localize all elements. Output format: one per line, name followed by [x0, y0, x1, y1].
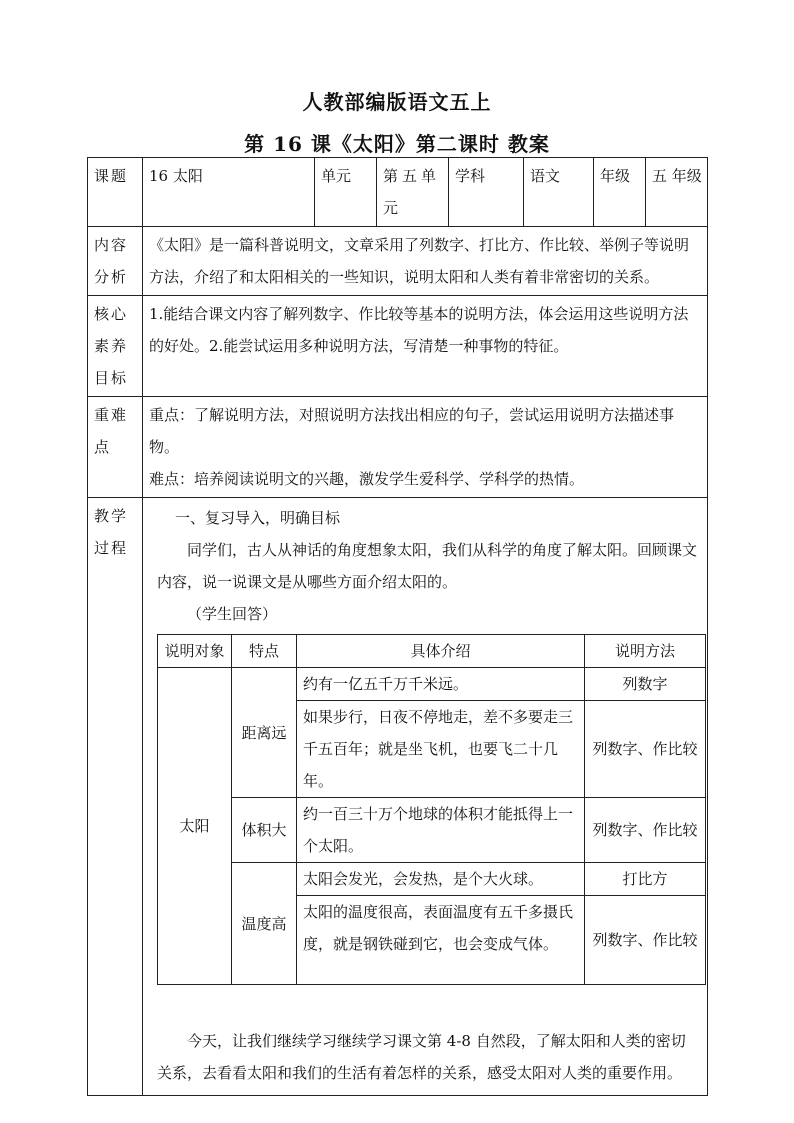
detail-cell: 约有一亿五千万千米远。 — [297, 668, 585, 701]
section-heading: 一、复习导入，明确目标 — [175, 509, 341, 527]
topic-label: 课题 — [88, 158, 143, 227]
header-feature: 特点 — [232, 635, 297, 668]
unit-value: 第五单元 — [377, 158, 449, 227]
teaching-process-cell — [143, 498, 708, 1096]
grade-label: 年级 — [594, 158, 646, 227]
key-points-label: 重难点 — [88, 397, 143, 498]
difficulty-text: 难点：培养阅读说明文的兴趣，激发学生爱科学、学科学的热情。 — [149, 470, 585, 488]
detail-cell: 太阳会发光，会发热，是个大火球。 — [297, 863, 585, 896]
subject-value: 语文 — [524, 158, 594, 227]
content-analysis-label: 内容分析 — [88, 227, 143, 296]
header-object: 说明对象 — [158, 635, 232, 668]
method-cell: 列数字、作比较 — [585, 701, 706, 798]
feature-cell: 体积大 — [232, 798, 297, 863]
teaching-process-row — [88, 498, 708, 1096]
object-cell: 太阳 — [158, 668, 232, 985]
feature-cell: 温度高 — [232, 863, 297, 985]
table-row — [158, 798, 706, 863]
teaching-process-label: 教学过程 — [88, 498, 143, 1096]
detail-cell: 约一百三十万个地球的体积才能抵得上一个太阳。 — [297, 798, 585, 863]
core-goals-label: 核心素养目标 — [88, 296, 143, 397]
lesson-title: 第 16 课《太阳》第二课时 教案 — [244, 132, 550, 156]
info-row — [88, 158, 708, 227]
method-cell: 列数字、作比较 — [585, 896, 706, 985]
focus-text: 重点：了解说明方法，对照说明方法找出相应的句子，尝试运用说明方法描述事物。 — [149, 406, 675, 456]
table-row — [158, 863, 706, 896]
core-goals-text: 1.能结合课文内容了解列数字、作比较等基本的说明方法，体会运用这些说明方法的好处。2.能尝试运用多种说明方法，写清楚一种事物的特征。 — [143, 296, 708, 397]
method-cell: 列数字 — [585, 668, 706, 701]
intro-paragraph: 同学们，古人从神话的角度想象太阳，我们从科学的角度了解太阳。回顾课文内容，说一说课文是从哪些方面介绍太阳的。 — [157, 541, 698, 591]
header-detail: 具体介绍 — [297, 635, 585, 668]
explanation-methods-table — [157, 634, 706, 985]
method-cell: 列数字、作比较 — [585, 798, 706, 863]
inner-header-row — [158, 635, 706, 668]
spacer — [157, 985, 699, 1025]
student-answer-note: （学生回答） — [187, 605, 278, 623]
subject-label: 学科 — [449, 158, 524, 227]
detail-cell: 如果步行，日夜不停地走，差不多要走三千五百年；就是坐飞机，也要飞二十几年。 — [297, 701, 585, 798]
feature-cell: 距离远 — [232, 668, 297, 798]
closing-paragraph: 今天，让我们继续学习继续学习课文第 4-8 自然段，了解太阳和人类的密切关系，去看看太阳和我们的生活有着怎样的关系，感受太阳对人类的重要作用。 — [157, 1032, 686, 1082]
lesson-plan-table — [87, 157, 708, 1096]
key-points-row — [88, 397, 708, 498]
key-points-cell — [143, 397, 708, 498]
core-goals-row — [88, 296, 708, 397]
grade-value: 五 年级 — [646, 158, 708, 227]
table-row — [158, 668, 706, 701]
topic-value: 16 太阳 — [143, 158, 315, 227]
detail-cell: 太阳的温度很高，表面温度有五千多摄氏度，就是钢铁碰到它，也会变成气体。 — [297, 896, 585, 985]
method-cell: 打比方 — [585, 863, 706, 896]
content-analysis-row — [88, 227, 708, 296]
unit-label: 单元 — [315, 158, 377, 227]
doc-title: 人教部编版语文五上 — [302, 90, 492, 114]
content-analysis-text: 《太阳》是一篇科普说明文，文章采用了列数字、打比方、作比较、举例子等说明方法，介绍了和太阳相关的一些知识，说明太阳和人类有着非常密切的关系。 — [143, 227, 708, 296]
header-method: 说明方法 — [585, 635, 706, 668]
